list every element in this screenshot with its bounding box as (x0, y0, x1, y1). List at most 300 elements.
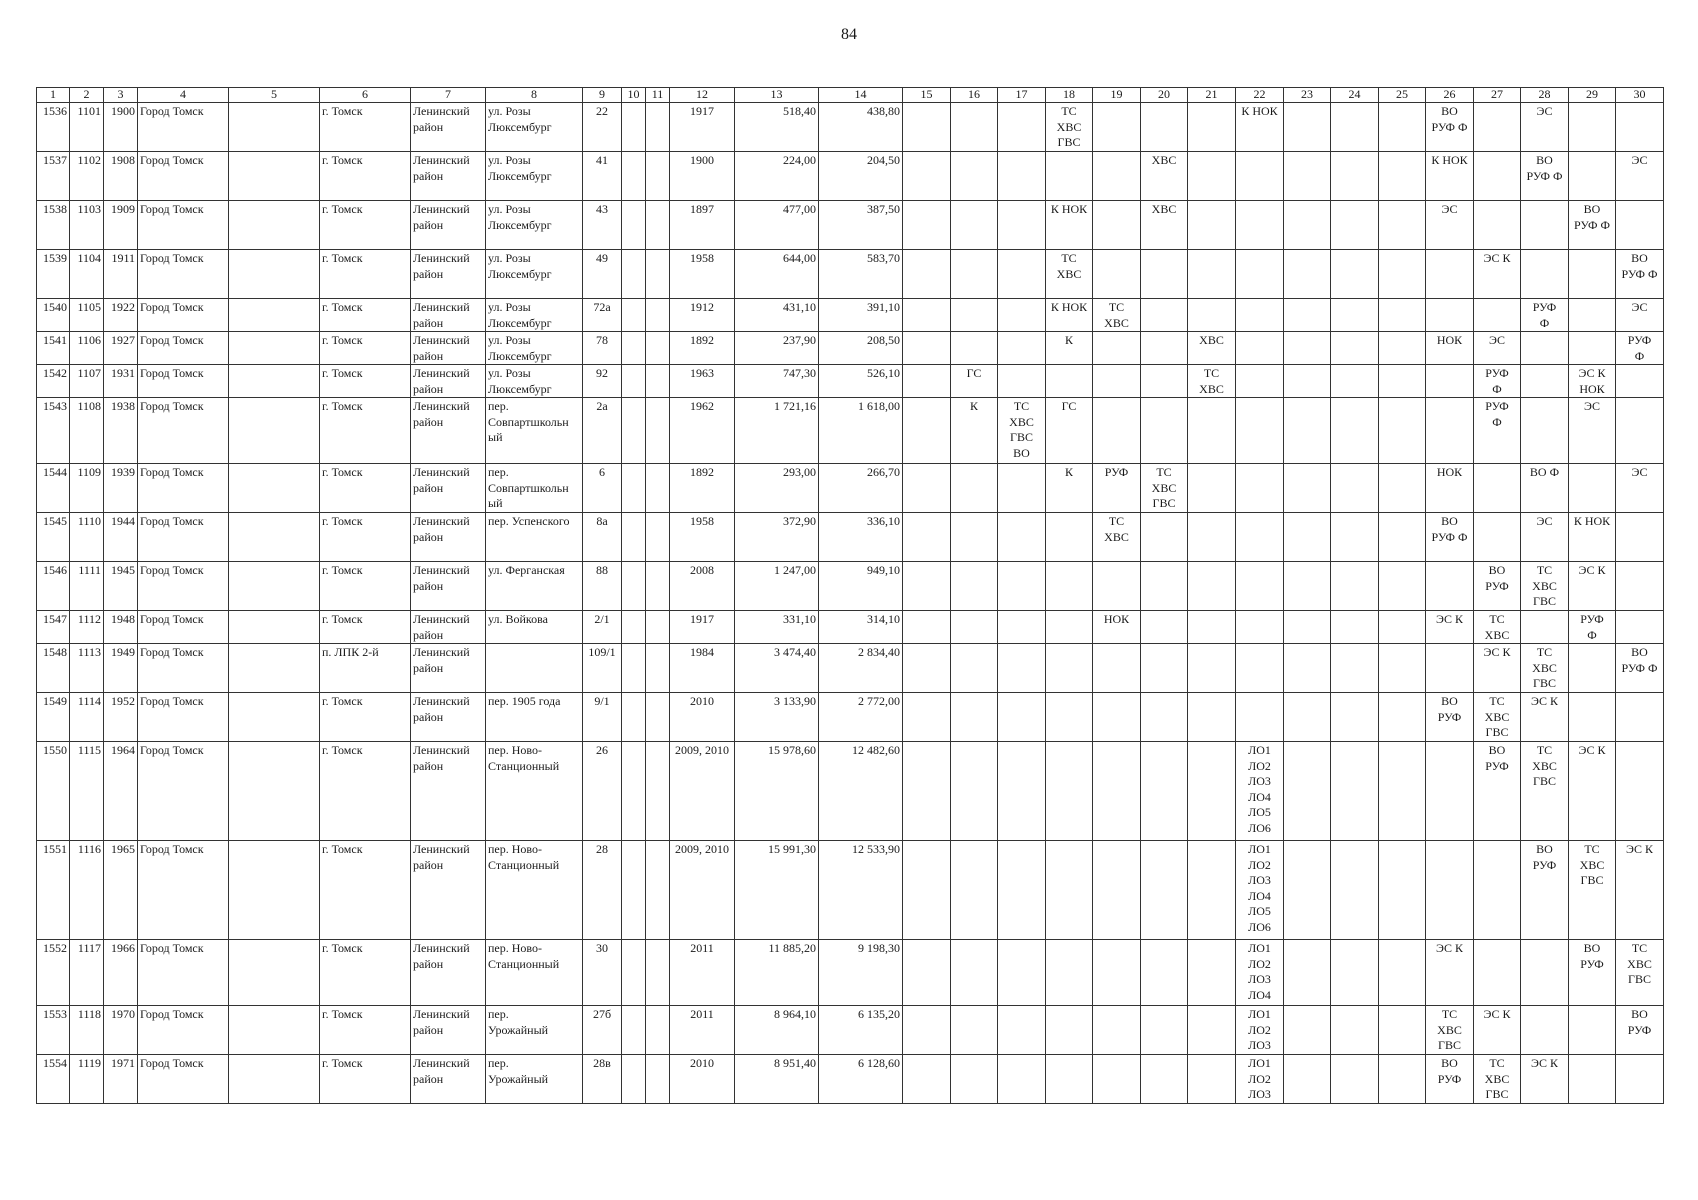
cell-col-10 (622, 398, 646, 464)
cell-col-20 (1141, 398, 1188, 464)
cell-col-22 (1236, 644, 1284, 693)
cell-house-no: 78 (583, 332, 622, 365)
cell-street: ул. Войкова (486, 611, 583, 644)
cell-house-no: 72а (583, 299, 622, 332)
cell-col-5 (229, 940, 320, 1006)
cell-col-10 (622, 464, 646, 513)
cell-reg-no: 1113 (70, 644, 104, 693)
cell-col-15 (903, 464, 951, 513)
cell-col-17: ТС ХВС ГВС ВО (998, 398, 1046, 464)
cell-col-24 (1331, 464, 1379, 513)
cell-col-19: НОК (1093, 611, 1141, 644)
cell-col-29: ЭС К (1569, 562, 1616, 611)
cell-col-22: ЛО1 ЛО2 ЛО3 ЛО4 (1236, 940, 1284, 1006)
cell-col-20 (1141, 1055, 1188, 1104)
cell-col-18 (1046, 693, 1093, 742)
cell-col-17 (998, 332, 1046, 365)
cell-reg-no: 1110 (70, 513, 104, 562)
cell-col-25 (1379, 365, 1426, 398)
cell-col-10 (622, 742, 646, 841)
cell-col-20 (1141, 1006, 1188, 1055)
cell-col-26 (1426, 644, 1474, 693)
cell-total-area: 331,10 (735, 611, 819, 644)
column-header-8: 8 (486, 88, 583, 103)
cell-settlement: п. ЛПК 2-й (320, 644, 411, 693)
cell-col-10 (622, 103, 646, 152)
cell-col-11 (646, 332, 670, 365)
cell-col-19 (1093, 693, 1141, 742)
cell-col-26: ЭС К (1426, 940, 1474, 1006)
cell-living-area: 391,10 (819, 299, 903, 332)
cell-col-21: ХВС (1188, 332, 1236, 365)
cell-total-area: 11 885,20 (735, 940, 819, 1006)
cell-col-29: К НОК (1569, 513, 1616, 562)
column-header-22: 22 (1236, 88, 1284, 103)
cell-col-25 (1379, 103, 1426, 152)
cell-col-5 (229, 742, 320, 841)
cell-reg-no: 1119 (70, 1055, 104, 1104)
cell-col-22 (1236, 201, 1284, 250)
cell-col-16 (951, 1055, 998, 1104)
cell-col-21 (1188, 201, 1236, 250)
cell-col-21 (1188, 513, 1236, 562)
column-header-7: 7 (411, 88, 486, 103)
cell-year-built: 1892 (670, 464, 735, 513)
cell-col-18 (1046, 365, 1093, 398)
cell-house-no: 9/1 (583, 693, 622, 742)
cell-col-30: ЭС (1616, 152, 1664, 201)
cell-col-11 (646, 841, 670, 940)
cell-house-no: 109/1 (583, 644, 622, 693)
column-header-12: 12 (670, 88, 735, 103)
cell-col-28: ВО РУФ (1521, 841, 1569, 940)
cell-col-19 (1093, 365, 1141, 398)
cell-living-area: 314,10 (819, 611, 903, 644)
cell-col-5 (229, 644, 320, 693)
cell-col-27 (1474, 464, 1521, 513)
cell-settlement: г. Томск (320, 611, 411, 644)
cell-col-29: РУФ Ф (1569, 611, 1616, 644)
cell-house-no: 92 (583, 365, 622, 398)
cell-total-area: 3 133,90 (735, 693, 819, 742)
cell-settlement: г. Томск (320, 1055, 411, 1104)
cell-col-21 (1188, 250, 1236, 299)
cell-col-23 (1284, 464, 1331, 513)
cell-col-21 (1188, 464, 1236, 513)
cell-row-no: 1549 (37, 693, 70, 742)
cell-col-30 (1616, 103, 1664, 152)
cell-col-30: ВО РУФ (1616, 1006, 1664, 1055)
cell-total-area: 518,40 (735, 103, 819, 152)
cell-house-no: 8а (583, 513, 622, 562)
cell-col-11 (646, 398, 670, 464)
cell-row-no: 1550 (37, 742, 70, 841)
cell-settlement: г. Томск (320, 398, 411, 464)
cell-district: Ленинский район (411, 152, 486, 201)
cell-row-no: 1554 (37, 1055, 70, 1104)
column-header-23: 23 (1284, 88, 1331, 103)
cell-col-16 (951, 940, 998, 1006)
cell-col-29: ЭС К НОК (1569, 365, 1616, 398)
cell-col-19 (1093, 250, 1141, 299)
cell-col-5 (229, 152, 320, 201)
cell-col-19 (1093, 201, 1141, 250)
cell-living-area: 266,70 (819, 464, 903, 513)
cell-col-11 (646, 103, 670, 152)
cell-col-25 (1379, 611, 1426, 644)
cell-living-area: 336,10 (819, 513, 903, 562)
cell-settlement: г. Томск (320, 299, 411, 332)
cell-house-no: 28 (583, 841, 622, 940)
cell-col-10 (622, 152, 646, 201)
cell-col-18 (1046, 841, 1093, 940)
cell-district: Ленинский район (411, 332, 486, 365)
cell-col-15 (903, 152, 951, 201)
cell-reg-no: 1117 (70, 940, 104, 1006)
cell-col-20 (1141, 644, 1188, 693)
cell-col-15 (903, 940, 951, 1006)
column-header-4: 4 (138, 88, 229, 103)
cell-reg-no: 1103 (70, 201, 104, 250)
cell-col-10 (622, 201, 646, 250)
cell-record-no: 1971 (104, 1055, 138, 1104)
cell-col-11 (646, 250, 670, 299)
cell-row-no: 1544 (37, 464, 70, 513)
cell-house-no: 28в (583, 1055, 622, 1104)
cell-col-22 (1236, 299, 1284, 332)
column-header-13: 13 (735, 88, 819, 103)
cell-col-17 (998, 152, 1046, 201)
cell-col-22 (1236, 398, 1284, 464)
cell-col-26: ЭС (1426, 201, 1474, 250)
cell-col-20 (1141, 742, 1188, 841)
cell-district: Ленинский район (411, 398, 486, 464)
cell-col-19 (1093, 841, 1141, 940)
cell-col-26: ЭС К (1426, 611, 1474, 644)
cell-col-28 (1521, 250, 1569, 299)
cell-col-24 (1331, 940, 1379, 1006)
cell-col-15 (903, 841, 951, 940)
cell-col-25 (1379, 693, 1426, 742)
cell-living-area: 1 618,00 (819, 398, 903, 464)
cell-col-17 (998, 299, 1046, 332)
cell-record-no: 1949 (104, 644, 138, 693)
cell-year-built: 1892 (670, 332, 735, 365)
cell-year-built: 2010 (670, 1055, 735, 1104)
cell-col-26: ТС ХВС ГВС (1426, 1006, 1474, 1055)
cell-reg-no: 1109 (70, 464, 104, 513)
table-row (37, 398, 1664, 464)
cell-living-area: 387,50 (819, 201, 903, 250)
cell-col-28: ВО РУФ Ф (1521, 152, 1569, 201)
cell-col-16 (951, 644, 998, 693)
cell-col-21 (1188, 742, 1236, 841)
cell-col-23 (1284, 1006, 1331, 1055)
cell-year-built: 1963 (670, 365, 735, 398)
cell-col-25 (1379, 1055, 1426, 1104)
cell-col-26 (1426, 365, 1474, 398)
cell-col-26 (1426, 299, 1474, 332)
column-header-26: 26 (1426, 88, 1474, 103)
cell-col-18: ГС (1046, 398, 1093, 464)
cell-record-no: 1908 (104, 152, 138, 201)
cell-street: пер. Успенского (486, 513, 583, 562)
cell-col-10 (622, 644, 646, 693)
cell-col-28: ЭС К (1521, 693, 1569, 742)
cell-col-24 (1331, 152, 1379, 201)
table-row (37, 332, 1664, 365)
cell-col-25 (1379, 1006, 1426, 1055)
cell-col-16 (951, 693, 998, 742)
cell-col-10 (622, 513, 646, 562)
cell-col-18 (1046, 1055, 1093, 1104)
cell-col-30: ЭС (1616, 464, 1664, 513)
cell-col-20 (1141, 562, 1188, 611)
cell-col-30: ЭС (1616, 299, 1664, 332)
cell-col-11 (646, 464, 670, 513)
table-row (37, 365, 1664, 398)
cell-reg-no: 1104 (70, 250, 104, 299)
cell-year-built: 1958 (670, 513, 735, 562)
cell-col-24 (1331, 250, 1379, 299)
cell-total-area: 8 964,10 (735, 1006, 819, 1055)
table-row (37, 693, 1664, 742)
table-row (37, 103, 1664, 152)
cell-col-30 (1616, 365, 1664, 398)
cell-district: Ленинский район (411, 201, 486, 250)
table-row (37, 611, 1664, 644)
cell-district: Ленинский район (411, 513, 486, 562)
cell-street: пер. Урожайный (486, 1006, 583, 1055)
cell-reg-no: 1114 (70, 693, 104, 742)
cell-house-no: 22 (583, 103, 622, 152)
cell-col-28 (1521, 332, 1569, 365)
cell-house-no: 30 (583, 940, 622, 1006)
cell-col-27: ЭС К (1474, 250, 1521, 299)
column-header-14: 14 (819, 88, 903, 103)
cell-col-30: ЭС К (1616, 841, 1664, 940)
cell-col-16 (951, 841, 998, 940)
cell-col-18: К (1046, 464, 1093, 513)
cell-col-11 (646, 693, 670, 742)
cell-settlement: г. Томск (320, 693, 411, 742)
cell-col-25 (1379, 398, 1426, 464)
cell-col-5 (229, 841, 320, 940)
cell-col-15 (903, 365, 951, 398)
cell-col-22: К НОК (1236, 103, 1284, 152)
cell-col-17 (998, 841, 1046, 940)
cell-street: ул. Розы Люксембург (486, 332, 583, 365)
cell-municipality: Город Томск (138, 611, 229, 644)
cell-col-30 (1616, 398, 1664, 464)
cell-col-17 (998, 644, 1046, 693)
cell-col-18 (1046, 742, 1093, 841)
cell-col-15 (903, 562, 951, 611)
cell-municipality: Город Томск (138, 513, 229, 562)
cell-col-18 (1046, 1006, 1093, 1055)
cell-col-11 (646, 742, 670, 841)
cell-total-area: 1 721,16 (735, 398, 819, 464)
cell-col-23 (1284, 513, 1331, 562)
cell-total-area: 3 474,40 (735, 644, 819, 693)
cell-col-27 (1474, 841, 1521, 940)
cell-total-area: 644,00 (735, 250, 819, 299)
cell-street: ул. Ферганская (486, 562, 583, 611)
cell-col-11 (646, 562, 670, 611)
cell-settlement: г. Томск (320, 103, 411, 152)
cell-col-15 (903, 644, 951, 693)
cell-col-24 (1331, 365, 1379, 398)
cell-col-26 (1426, 742, 1474, 841)
cell-col-27: ТС ХВС (1474, 611, 1521, 644)
cell-district: Ленинский район (411, 1055, 486, 1104)
cell-record-no: 1945 (104, 562, 138, 611)
column-header-28: 28 (1521, 88, 1569, 103)
cell-district: Ленинский район (411, 693, 486, 742)
cell-col-29 (1569, 1006, 1616, 1055)
cell-col-25 (1379, 464, 1426, 513)
cell-year-built: 2008 (670, 562, 735, 611)
cell-col-5 (229, 562, 320, 611)
cell-col-10 (622, 1006, 646, 1055)
cell-settlement: г. Томск (320, 201, 411, 250)
cell-col-17 (998, 250, 1046, 299)
cell-col-26 (1426, 398, 1474, 464)
cell-municipality: Город Томск (138, 332, 229, 365)
cell-col-30: ТС ХВС ГВС (1616, 940, 1664, 1006)
cell-street: пер. Урожайный (486, 1055, 583, 1104)
cell-district: Ленинский район (411, 250, 486, 299)
cell-col-17 (998, 1055, 1046, 1104)
cell-col-16 (951, 250, 998, 299)
cell-col-29 (1569, 299, 1616, 332)
cell-col-25 (1379, 940, 1426, 1006)
cell-year-built: 1984 (670, 644, 735, 693)
cell-settlement: г. Томск (320, 562, 411, 611)
cell-col-28 (1521, 398, 1569, 464)
header-row (37, 88, 1664, 103)
cell-col-23 (1284, 644, 1331, 693)
cell-col-20: ТС ХВС ГВС (1141, 464, 1188, 513)
column-header-2: 2 (70, 88, 104, 103)
cell-col-24 (1331, 103, 1379, 152)
cell-reg-no: 1102 (70, 152, 104, 201)
cell-col-18: К (1046, 332, 1093, 365)
cell-row-no: 1545 (37, 513, 70, 562)
cell-municipality: Город Томск (138, 841, 229, 940)
cell-reg-no: 1116 (70, 841, 104, 940)
cell-year-built: 2009, 2010 (670, 742, 735, 841)
cell-record-no: 1965 (104, 841, 138, 940)
cell-col-11 (646, 1055, 670, 1104)
cell-col-24 (1331, 611, 1379, 644)
cell-living-area: 9 198,30 (819, 940, 903, 1006)
cell-col-19 (1093, 742, 1141, 841)
cell-col-18 (1046, 513, 1093, 562)
cell-col-16 (951, 464, 998, 513)
cell-col-30 (1616, 201, 1664, 250)
cell-street: ул. Розы Люксембург (486, 365, 583, 398)
cell-year-built: 1958 (670, 250, 735, 299)
cell-street: пер. Ново- Станционный (486, 841, 583, 940)
table-row (37, 644, 1664, 693)
cell-col-27: ЭС К (1474, 1006, 1521, 1055)
cell-col-29 (1569, 1055, 1616, 1104)
cell-living-area: 208,50 (819, 332, 903, 365)
cell-col-11 (646, 365, 670, 398)
cell-col-30: ВО РУФ Ф (1616, 250, 1664, 299)
column-header-29: 29 (1569, 88, 1616, 103)
cell-district: Ленинский район (411, 841, 486, 940)
cell-col-28: ТС ХВС ГВС (1521, 742, 1569, 841)
cell-col-15 (903, 1055, 951, 1104)
cell-living-area: 949,10 (819, 562, 903, 611)
cell-col-18: ТС ХВС ГВС (1046, 103, 1093, 152)
cell-col-16 (951, 201, 998, 250)
cell-living-area: 2 772,00 (819, 693, 903, 742)
cell-street: пер. Ново- Станционный (486, 940, 583, 1006)
cell-total-area: 372,90 (735, 513, 819, 562)
cell-col-27 (1474, 201, 1521, 250)
cell-col-23 (1284, 299, 1331, 332)
cell-col-30 (1616, 1055, 1664, 1104)
cell-year-built: 2011 (670, 1006, 735, 1055)
cell-col-25 (1379, 742, 1426, 841)
cell-col-18 (1046, 644, 1093, 693)
cell-house-no: 27б (583, 1006, 622, 1055)
cell-col-15 (903, 398, 951, 464)
column-header-3: 3 (104, 88, 138, 103)
cell-record-no: 1948 (104, 611, 138, 644)
cell-municipality: Город Томск (138, 152, 229, 201)
cell-col-21 (1188, 940, 1236, 1006)
cell-settlement: г. Томск (320, 332, 411, 365)
cell-row-no: 1536 (37, 103, 70, 152)
cell-col-11 (646, 513, 670, 562)
cell-col-5 (229, 299, 320, 332)
cell-col-22 (1236, 464, 1284, 513)
cell-col-22: ЛО1 ЛО2 ЛО3 (1236, 1006, 1284, 1055)
cell-year-built: 1912 (670, 299, 735, 332)
table-row (37, 742, 1664, 841)
cell-col-25 (1379, 562, 1426, 611)
cell-col-22 (1236, 562, 1284, 611)
cell-municipality: Город Томск (138, 1055, 229, 1104)
cell-year-built: 1897 (670, 201, 735, 250)
cell-col-25 (1379, 299, 1426, 332)
cell-col-27: ЭС К (1474, 644, 1521, 693)
cell-col-28: ВО Ф (1521, 464, 1569, 513)
cell-col-17 (998, 365, 1046, 398)
cell-col-21 (1188, 841, 1236, 940)
cell-col-27: ТС ХВС ГВС (1474, 1055, 1521, 1104)
cell-col-17 (998, 201, 1046, 250)
cell-reg-no: 1112 (70, 611, 104, 644)
cell-living-area: 6 135,20 (819, 1006, 903, 1055)
cell-municipality: Город Томск (138, 398, 229, 464)
cell-settlement: г. Томск (320, 513, 411, 562)
cell-street: ул. Розы Люксембург (486, 250, 583, 299)
cell-total-area: 747,30 (735, 365, 819, 398)
cell-col-18 (1046, 152, 1093, 201)
cell-col-22 (1236, 513, 1284, 562)
column-header-20: 20 (1141, 88, 1188, 103)
cell-district: Ленинский район (411, 464, 486, 513)
cell-col-11 (646, 152, 670, 201)
cell-col-24 (1331, 398, 1379, 464)
cell-municipality: Город Томск (138, 103, 229, 152)
cell-settlement: г. Томск (320, 464, 411, 513)
